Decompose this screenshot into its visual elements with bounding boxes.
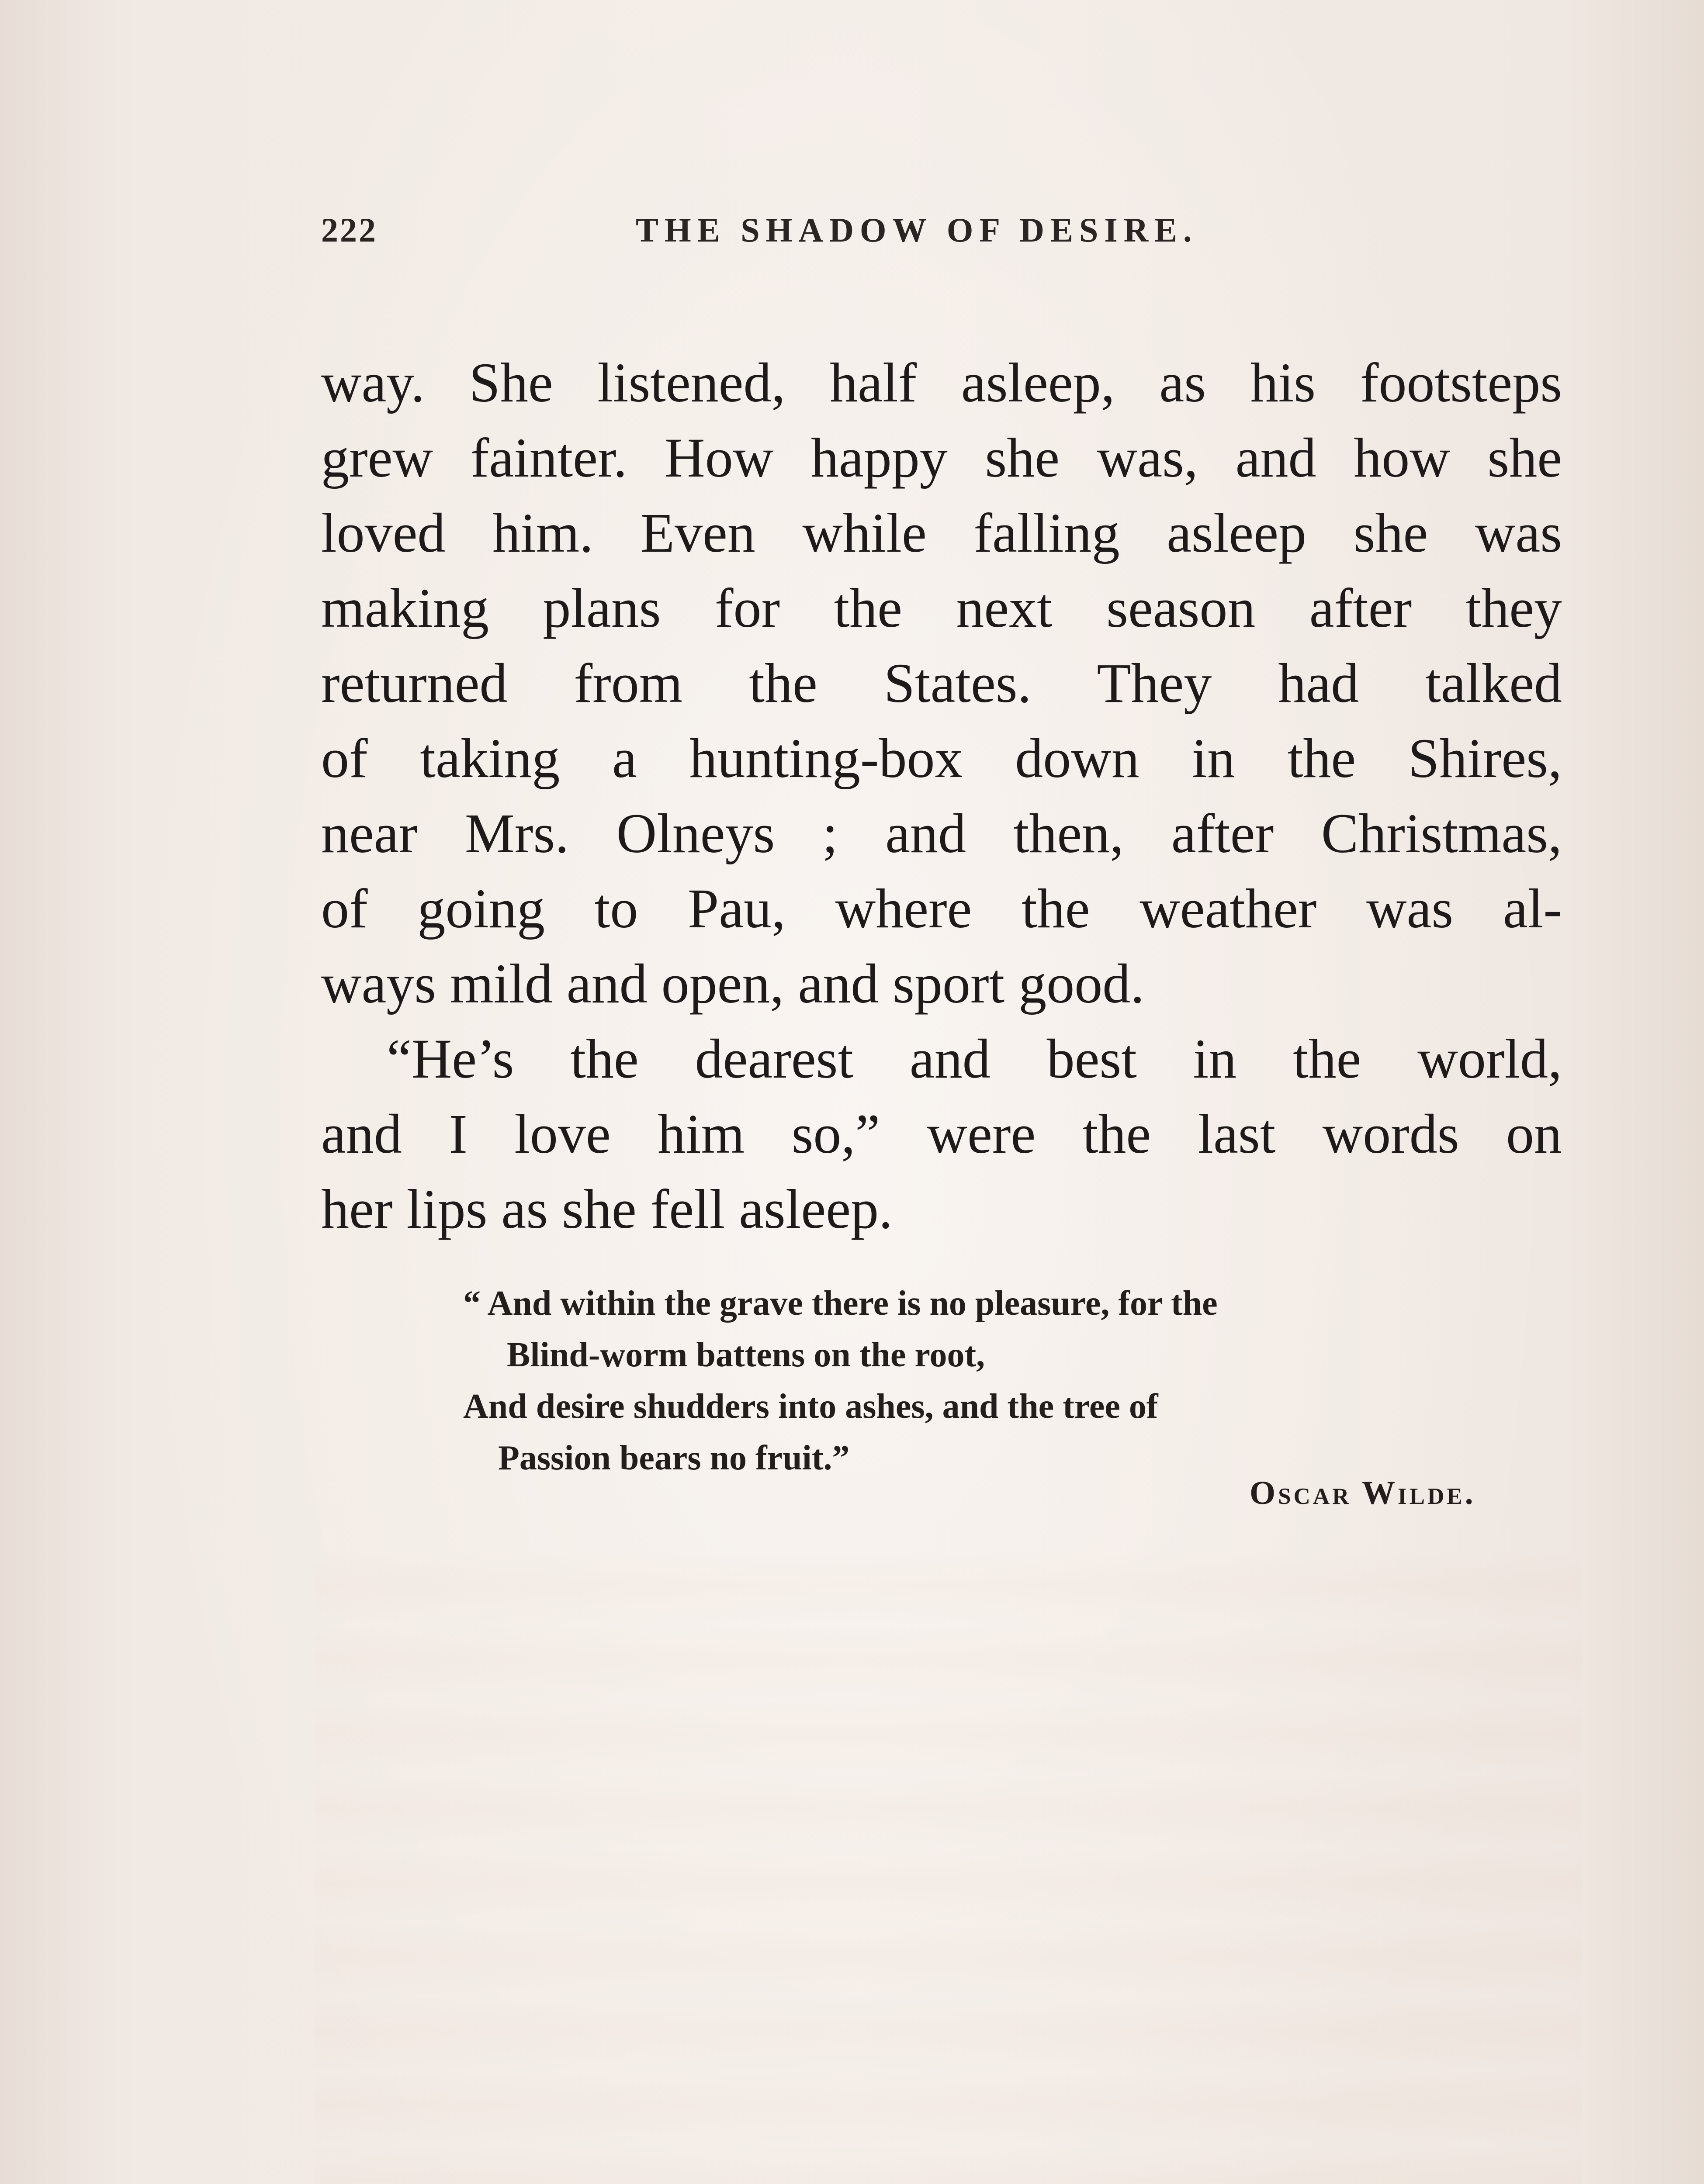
body-text xyxy=(321,345,1562,1247)
epigraph-line: Passion bears no fruit.” xyxy=(498,1439,850,1477)
body-line: of going to Pau, where the weather was al- xyxy=(321,878,1562,940)
epigraph-line: And desire shudders into ashes, and the tree of xyxy=(463,1387,1158,1426)
body-line: loved him. Even while falling asleep she was xyxy=(321,502,1562,564)
epigraph-line: “ And within the grave there is no pleasure, for the xyxy=(463,1284,1218,1323)
body-line: way. She listened, half asleep, as his footsteps xyxy=(321,352,1562,414)
epigraph-line: Blind-worm battens on the root, xyxy=(507,1336,985,1374)
body-line: returned from the States. They had talked xyxy=(321,652,1562,714)
epigraph xyxy=(463,1278,1538,1484)
body-line: and I love him so,” were the last words on xyxy=(321,1103,1562,1165)
show-through-texture xyxy=(315,1551,1582,2184)
running-title: THE SHADOW OF DESIRE. xyxy=(636,211,1198,249)
body-line: near Mrs. Olneys ; and then, after Christmas, xyxy=(321,802,1562,864)
epigraph-attribution: Oscar Wilde. xyxy=(1250,1475,1476,1511)
body-line: her lips as she fell asleep. xyxy=(321,1178,893,1240)
body-line: grew fainter. How happy she was, and how she xyxy=(321,427,1562,489)
body-line: “He’s the dearest and best in the world, xyxy=(387,1028,1562,1090)
body-line: ways mild and open, and sport good. xyxy=(321,953,1145,1015)
page-number: 222 xyxy=(321,211,378,249)
page-header xyxy=(321,211,1256,259)
body-line: making plans for the next season after they xyxy=(321,577,1562,639)
body-line: of taking a hunting-box down in the Shires, xyxy=(321,727,1562,789)
